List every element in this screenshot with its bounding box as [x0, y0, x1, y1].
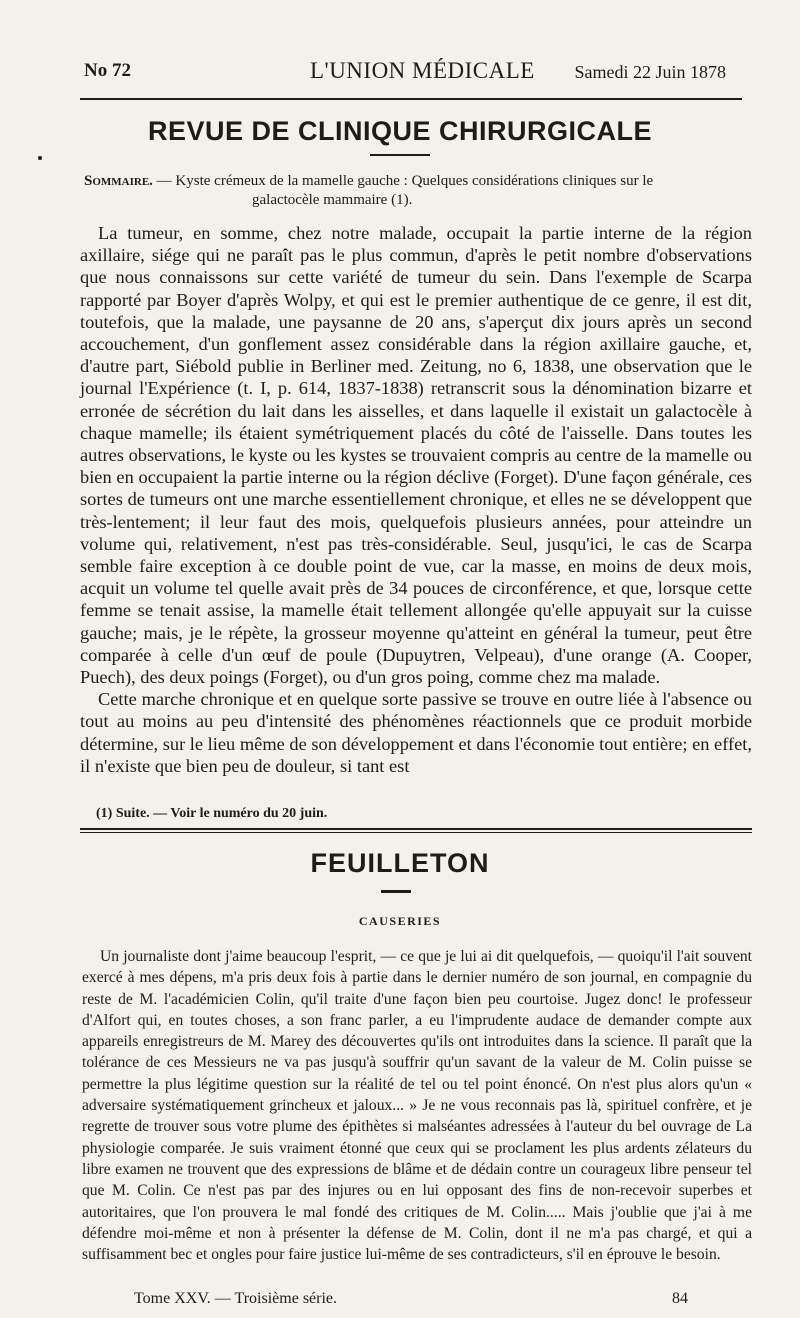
summary — [84, 172, 744, 210]
footnote: (1) Suite. — Voir le numéro du 20 juin. — [96, 806, 328, 821]
feuilleton-rule — [381, 890, 411, 893]
journal-title: L'UNION MÉDICALE — [310, 58, 535, 83]
article-body — [80, 222, 752, 777]
page-number: 84 — [672, 1290, 688, 1307]
summary-label: Sommaire. — [84, 173, 153, 189]
summary-line-1: — Kyste crémeux de la mamelle gauche : Quelques considérations cliniques sur le — [152, 173, 654, 189]
page-header — [84, 58, 726, 88]
feuilleton-body — [82, 946, 752, 1265]
issue-date: Samedi 22 Juin 1878 — [574, 62, 726, 82]
section-divider — [80, 828, 752, 830]
feuilleton-title: FEUILLETON — [310, 848, 490, 878]
summary-line-2: galactocèle mammaire (1). — [252, 192, 413, 208]
section-divider-thin — [80, 832, 752, 833]
section-title: REVUE DE CLINIQUE CHIRURGICALE — [147, 116, 653, 146]
series-label: Tome XXV. — Troisième série. — [134, 1290, 338, 1307]
issue-number: No 72 — [84, 60, 131, 81]
margin-dot — [38, 156, 42, 160]
header-rule — [80, 98, 742, 100]
page-footer — [134, 1290, 688, 1314]
article-paragraph-2: Cette marche chronique et en quelque sorte passive se trouve en outre liée à l'absence ou tout au moins au peu d'intensité des phénomènes réactionnels que ce produit morbide détermine, sur le lieu même de son développement et dans l'économie tout entière; en effet, il n'existe que bien peu de douleur, si tant est — [80, 689, 752, 776]
title-underline — [370, 154, 430, 156]
feuilleton-subtitle: CAUSERIES — [358, 914, 442, 928]
article-paragraph-1: La tumeur, en somme, chez notre malade, occupait la partie interne de la région axillaire, siége qui ne paraît pas le plus commun, d'après le petit nombre d'observations que nous connaissons sur cette variété de tumeur du sein. Dans l'exemple de Scarpa rapporté par Boyer d'après Wolpy, et qui est le premier authentique de ce genre, il est dit, toutefois, que la malade, une paysanne de 20 ans, s'aperçut dix jours après un second accouchement, d'un gonflement assez considérable dans la région axillaire gauche, et, d'autre part, Siébold publie in Berliner med. Zeitung, no 6, 1838, une observation que le journal l'Expérience (t. I, p. 614, 1837-1838) retranscrit sous la dénomination bizarre et erronée de sécrétion du lait dans les aisselles, et dans laquelle il existait un galactocèle à chaque mamelle; ils étaient symétriquement placés du côté de l'aisselle. Dans toutes les autres observations, le kyste ou les kystes se trouvaient compris au centre de la mamelle ou bien en occupaient la partie interne ou la région déclive (Forget). D'une façon générale, ces sortes de tumeurs ont une marche essentiellement chronique, et elles ne se développent que très-lentement; il leur faut des mois, quelquefois plusieurs années, pour atteindre un volume qui, relativement, n'est pas très-considérable. Seul, jusqu'ici, le cas de Scarpa semble faire exception à ce double point de vue, car la masse, en moins de deux mois, acquit un volume tel quelle avait près de 34 pouces de circonférence, et que, lorsque cette femme se tenait assise, la mamelle était tellement allongée qu'elle appuyait sur la cuisse gauche; mais, je le répète, la grosseur moyenne qu'atteint en général la tumeur, peut être comparée à celle d'un œuf de poule (Dupuytren, Velpeau), d'une orange (A. Cooper, Puech), des deux poings (Forget), ou d'un gros poing, comme chez ma malade. — [80, 223, 752, 688]
feuilleton-paragraph: Un journaliste dont j'aime beaucoup l'esprit, — ce que je lui ai dit quelquefois, — quoiqu'il l'ait souvent exercé à mes dépens, m'a pris deux fois à partie dans le dernier numéro de son journal, en compagnie du reste de M. l'académicien Colin, qu'il traite d'une façon bien peu courtoise. Jugez donc! le professeur d'Alfort qui, en toutes choses, a son franc parler, a eu l'imprudente audace de demander compte aux appareils enregistreurs de M. Marey des découvertes qu'ils ont introduites dans la science. Il paraît que la tolérance de ces Messieurs ne va pas jusqu'à souffrir qu'un savant de la valeur de M. Colin puisse se permettre la plus légitime question sur la réalité de tel ou tel point énoncé. On n'est plus alors qu'un « adversaire systématiquement grincheux et jaloux... » Je ne vous reconnais pas là, spirituel confrère, et je regrette de trouver sous votre plume des épithètes si malséantes adressées à l'auteur du bel ouvrage de La physiologie comparée. Je suis vraiment étonné que ceux qui se proclament les plus ardents zélateurs du libre examen ne trouvent que des expressions de blâme et de dédain contre un courageux libre penseur tel que M. Colin. Ce n'est pas par des injures ou en lui opposant des fins de non-recevoir superbes et autoritaires, que l'on prouvera le mal fondé des critiques de M. Colin..... Mais j'oublie que j'ai à me défendre moi-même et non à présenter la défense de M. Colin, dont il ne m'a pas chargé, et qui a suffisamment bec et ongles pour faire justice lui-même de ses contradicteurs, s'il en éprouve le besoin. — [82, 948, 752, 1264]
